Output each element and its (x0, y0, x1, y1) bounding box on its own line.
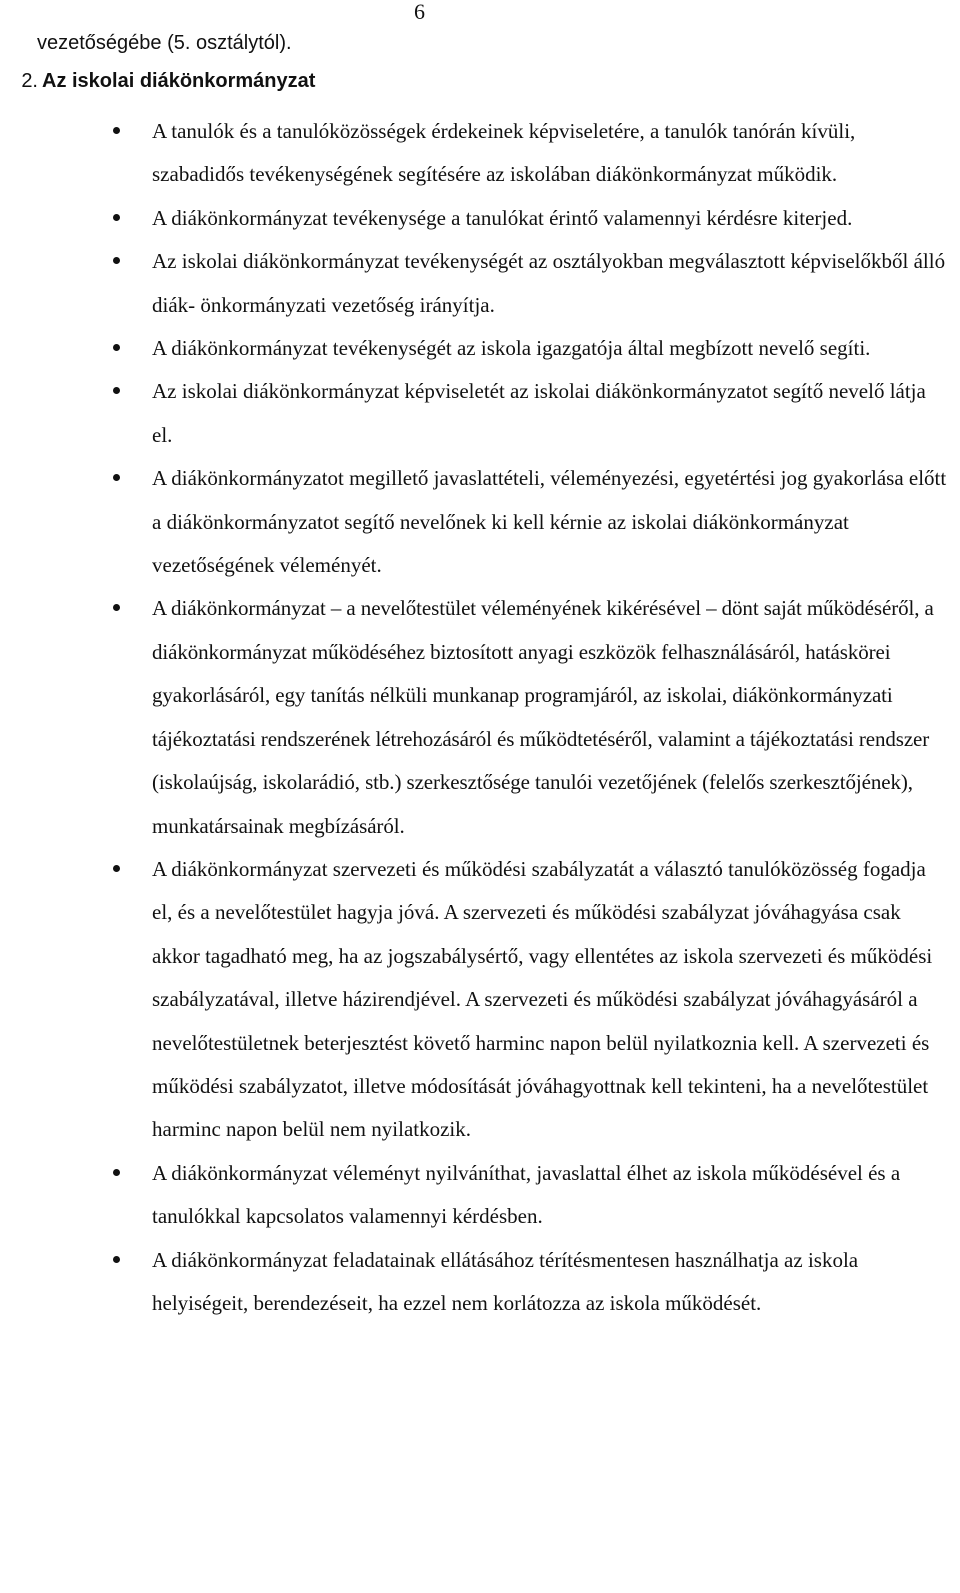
bullet-dot-icon (113, 1169, 120, 1176)
bullet-dot-icon (113, 604, 120, 611)
bullet-dot-icon (113, 474, 120, 481)
list-item (0, 587, 960, 847)
list-item-text: Az iskolai diákönkormányzat képviseletét az iskolai diákönkormányzatot segítő nevelő látja el. (152, 379, 926, 447)
list-item (0, 848, 960, 1152)
section-number: 2. (21, 70, 38, 92)
bullet-dot-icon (113, 344, 120, 351)
list-item-text: A diákönkormányzat véleményt nyilváníthat, javaslattal élhet az iskola működésével és a tanulókkal kapcsolatos valamennyi kérdésben. (152, 1160, 901, 1229)
list-item (0, 370, 960, 457)
list-item (0, 110, 960, 197)
list-item-text: A diákönkormányzatot megillető javaslattételi, véleményezési, egyetértési jog gyakorlása előtt a diákönkormányzatot segítő nevelőnek ki kell kérnie az iskolai diákönkormányzat vezetőségének véleményét. (152, 466, 947, 578)
list-item (0, 1152, 960, 1239)
list-item-text: A diákönkormányzat tevékenysége a tanulókat érintő valamennyi kérdésre kiterjed. (152, 205, 853, 230)
list-item (0, 1239, 960, 1326)
list-item-text: A diákönkormányzat tevékenységét az iskola igazgatója által megbízott nevelő segíti. (152, 336, 871, 361)
list-item-text: Az iskolai diákönkormányzat tevékenységét az osztályokban megválasztott képviselőkből álló diák- önkormányzati vezetőség irányítja. (152, 249, 946, 317)
bullet-dot-icon (113, 1256, 120, 1263)
list-item-text: A diákönkormányzat feladatainak ellátásához térítésmentesen használhatja az iskola helyiségeit, berendezéseit, ha ezzel nem korlátozza az iskola működését. (152, 1247, 859, 1315)
bullet-dot-icon (113, 387, 120, 394)
section-title: Az iskolai diákönkormányzat (42, 70, 316, 92)
list-item (0, 457, 960, 587)
bullet-list (0, 110, 960, 1325)
list-item-text: A diákönkormányzat – a nevelőtestület véleményének kikérésével – dönt saját működéséről, a diákönkormányzat működéséhez biztosított anyagi eszközök felhasználásáról, hatáskörei gyakorlásáról, egy tanítás nélküli munkanap programjáról, az iskolai, diákönkormányzati tájékoztatási rendszerének létrehozásáról és működtetéséről, valamint a tájékoztatási rendszer (iskolaújság, iskolarádió, stb.) szerkesztősége tanulói vezetőjének (felelős szerkesztőjének), munkatársainak megbízásáról. (152, 596, 934, 838)
page-number: 6 (414, 0, 425, 24)
list-item (0, 240, 960, 327)
bullet-dot-icon (113, 127, 120, 134)
list-item (0, 197, 960, 240)
bullet-dot-icon (113, 257, 120, 264)
intro-line: vezetőségébe (5. osztálytól). (37, 32, 292, 54)
list-item-text: A diákönkormányzat szervezeti és működési szabályzatát a választó tanulóközösség fogadja el, és a nevelőtestület hagyja jóvá. A szervezeti és működési szabályzat jóváhagyása csak akkor tagadható meg, ha az jogszabálysértő, vagy ellentétes az iskola szervezeti és működési szabályzatával, illetve házirendjével. A szervezeti és működési szabályzat jóváhagyásáról a nevelőtestületnek beterjesztést követő harminc napon belül nyilatkoznia kell. A szervezeti és működési szabályzatot, illetve módosítását jóváhagyottnak kell tekinteni, ha a nevelőtestület harminc napon belül nem nyilatkozik. (152, 856, 933, 1142)
bullet-dot-icon (113, 865, 120, 872)
list-item (0, 327, 960, 370)
list-item-text: A tanulók és a tanulóközösségek érdekeinek képviseletére, a tanulók tanórán kívüli, szabadidős tevékenységének segítésére az iskolában diákönkormányzat működik. (152, 119, 856, 187)
section-heading (0, 66, 315, 96)
bullet-dot-icon (113, 214, 120, 221)
